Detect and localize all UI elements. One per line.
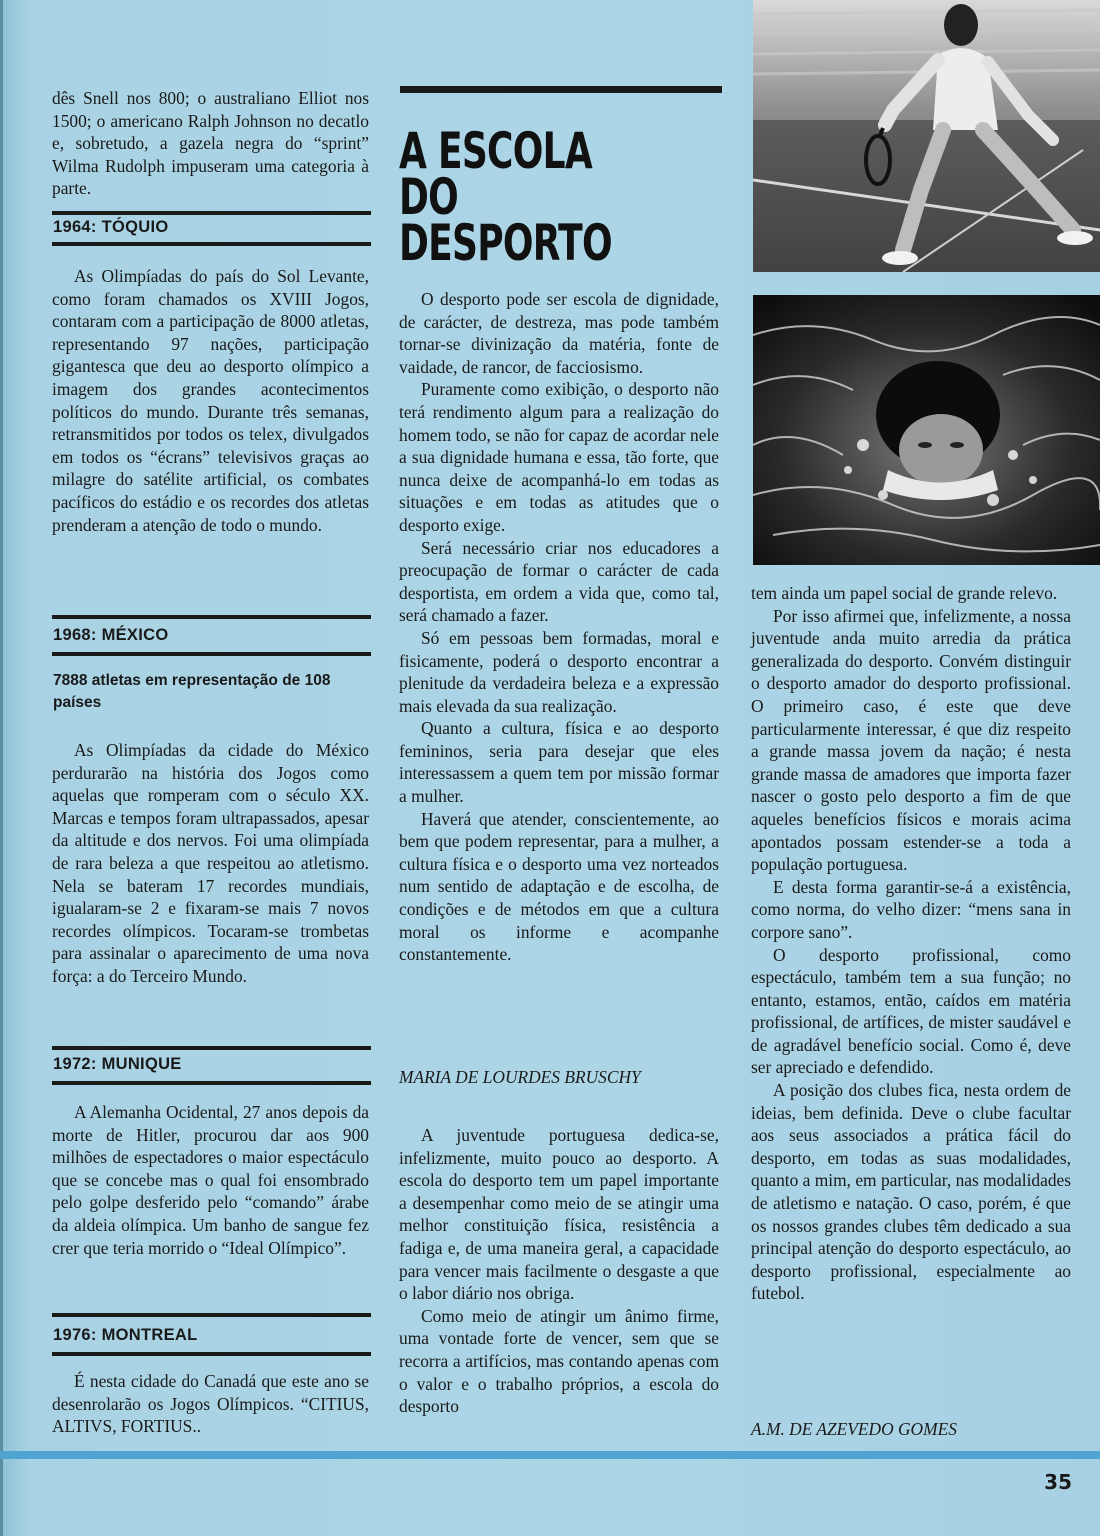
section-rule [52, 1352, 371, 1356]
title-line: DO [399, 168, 459, 226]
swimmer-image [753, 295, 1100, 565]
body-paragraph: As Olimpíadas da cidade do México perdurarão na história dos Jogos como aquelas que romperam com o século XX. Marcas e tempos foram ultrapassados, apesar da altitude e dos nervos. Foi uma olimpíada de rara beleza a que respeitou ao atletismo. Nela se bateram 17 recordes mundiais, igualaram-se 2 e fixaram-se mais 7 novos recordes olímpicos. Tocaram-se trombetas para assinalar o aparecimento de uma nova força: a do Terceiro Mundo. [52, 740, 369, 986]
section-body-1964 [52, 265, 369, 536]
section-rule [52, 1046, 371, 1050]
section-subheading-1968: 7888 atletas em representação de 108 países [53, 672, 331, 711]
article-paragraph: O desporto pode ser escola de dignidade, de carácter, de destreza, mas pode também tornar-se divinização da matéria, fonte de vaidade, de rancor, de facciosismo. [399, 289, 719, 377]
section-rule [52, 652, 371, 656]
column1-intro [52, 87, 369, 200]
article2-body-col3 [751, 582, 1071, 1305]
article2-paragraph: tem ainda um papel social de grande relevo. [751, 583, 1058, 603]
article-paragraph: Haverá que atender, conscientemente, ao bem que podem representar, para a mulher, a cultura física e o desporto uma vez norteados num sentido de adaptação e de escolha, de condições e de métodos em que a cultura moral os informe e acompanhe constantemente. [399, 808, 719, 965]
section-rule [52, 1313, 371, 1317]
article2-signature: A.M. DE AZEVEDO GOMES [751, 1419, 957, 1439]
section-body-1968 [52, 739, 369, 988]
section-heading-1968: 1968: MÉXICO [53, 626, 169, 644]
swimmer-photo [753, 295, 1100, 565]
section-rule [52, 615, 371, 619]
article2-paragraph: O desporto profissional, como espectáculo, também tem a sua função; no entanto, estamos, então, caídos em matéria profissional, de artífices, de mister saudável e de agradável benefício social. Como é, deve ser apreciado e defendido. [751, 944, 1071, 1078]
tennis-player-photo [753, 0, 1100, 272]
bottom-stripe [0, 1451, 1100, 1459]
body-paragraph: As Olimpíadas do país do Sol Levante, como foram chamados os XVIII Jogos, contaram com a participação de 8000 atletas, representando 97 nações, participação gigantesca que deu ao desporto olímpico a imagem dos grandes acontecimentos políticos do mundo. Durante três semanas, retransmitidos por todos os telex, divulgados em todos os “écrans” televisivos graças ao milagre do satélite artificial, os combates pacíficos do estádio e os recordes dos atletas prenderam a atenção de todo o mundo. [52, 266, 369, 535]
article2-paragraph: A posição dos clubes fica, nesta ordem de ideias, bem definida. Deve o clube facultar aos seus associados a prática fácil do desporto, em todas as suas modalidades, quanto a mim, em particular, nas modalidades de atletismo e natação. O caso, porém, é que os nossos grandes clubes têm dedicado a sua principal atenção do desporto espectáculo, ao desporto profissional, especialmente ao futebol. [751, 1080, 1071, 1304]
section-heading-1972: 1972: MUNIQUE [53, 1055, 182, 1073]
article-title [399, 122, 629, 272]
article-paragraph: Será necessário criar nos educadores a preocupação de formar o carácter de cada desportista, em ordem a vida que, como tal, será chamado a fazer. [399, 537, 719, 626]
title-rule [400, 86, 722, 93]
article2-paragraph: A juventude portuguesa dedica-se, infelizmente, muito pouco ao desporto. A escola do desporto tem um papel importante a desempenhar como meio de se atingir uma melhor constituição física, resistência a fadiga e, de uma maneira geral, a capacidade para vencer mais facilmente o desgaste a que o labor diário nos obriga. [399, 1125, 719, 1304]
title-line: DESPORTO [399, 214, 612, 272]
article2-paragraph: Por isso afirmei que, infelizmente, a nossa juventude anda muito arredia da prática generalizada do desporto. Convém distinguir o desporto amador do desporto profissional. O primeiro caso, é este que deve particularmente interessar, é que diz respeito a grande massa jovem da nação; é nesta grande massa de amadores que importa fazer nascer o gosto pelo desporto a fim de que aqueles benefícios físicos e morais acima apontados possam estender-se a toda a população portuguesa. [751, 605, 1071, 875]
section-body-1976 [52, 1370, 369, 1438]
page-number: 35 [1044, 1470, 1072, 1494]
intro-paragraph: dês Snell nos 800; o australiano Elliot nos 1500; o americano Ralph Johnson no decatlo e, sobretudo, a gazela negra do “sprint” Wilma Rudolph impuseram uma categoria à parte. [52, 88, 369, 199]
article-signature: MARIA DE LOURDES BRUSCHY [399, 1067, 641, 1087]
section-heading-1964: 1964: TÓQUIO [53, 218, 169, 236]
article-body [399, 288, 719, 966]
page-edge [0, 0, 3, 1536]
section-body-1972 [52, 1101, 369, 1259]
section-rule [52, 1081, 371, 1085]
tennis-player-image [753, 0, 1100, 272]
section-rule [52, 242, 371, 246]
article-paragraph: Puramente como exibição, o desporto não terá rendimento algum para a realização do homem todo, se não for capaz de acordar nele a sua dignidade humana e essa, tão forte, que nunca deixe de acompanhá-lo em todas as situações e em todas as atitudes que o desporto exige. [399, 379, 719, 535]
body-paragraph: A Alemanha Ocidental, 27 anos depois da morte de Hitler, procurou dar aos 900 milhões de espectadores o maior espectáculo que se concebe mas o qual foi ensombrado pelo golpe desferido pelo “comando” árabe da aldeia olímpica. Um banho de sangue fez crer que teria morrido o “Ideal Olímpico”. [52, 1102, 369, 1258]
article2-paragraph: E desta forma garantir-se-á a existência, como norma, do velho dizer: “mens sana in corpore sano”. [751, 876, 1071, 942]
title-line: A ESCOLA [399, 122, 592, 180]
article2-paragraph: Como meio de atingir um ânimo firme, uma vontade forte de vencer, sem que se recorra a artifícios, mas contando apenas com o valor e o trabalho próprios, a escola do desporto [399, 1305, 719, 1417]
section-rule [52, 211, 371, 215]
body-paragraph: É nesta cidade do Canadá que este ano se desenrolarão os Jogos Olímpicos. “CITIUS, ALTIVS, FORTIUS.. [52, 1371, 369, 1437]
article2-body-col2 [399, 1124, 719, 1418]
article-paragraph: Só em pessoas bem formadas, moral e fisicamente, poderá o desporto encontrar a plenitude da verdadeira beleza e a expressão mais elevada da sua realização. [399, 627, 719, 716]
section-heading-1976: 1976: MONTREAL [53, 1326, 198, 1344]
article-paragraph: Quanto a cultura, física e ao desporto femininos, seria para desejar que eles interessassem a quem tem por missão formar a mulher. [399, 718, 719, 807]
